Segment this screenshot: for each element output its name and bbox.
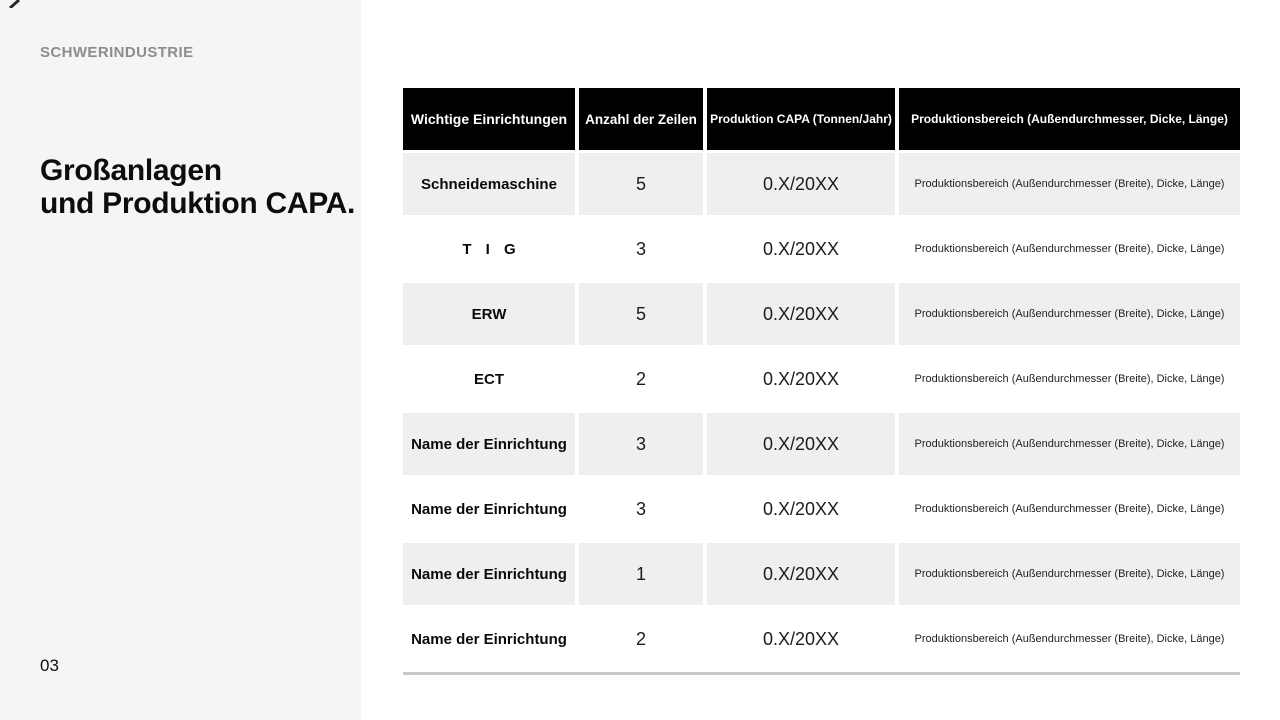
sidebar	[0, 0, 361, 720]
column-header-anzahl-der-zeilen: Anzahl der Zeilen	[579, 88, 703, 150]
cell-equipment-name: T I G	[462, 240, 521, 258]
cell-line-count: 5	[579, 283, 703, 345]
slide-title	[40, 154, 355, 220]
cell-line-count: 3	[635, 238, 646, 259]
cell-line-count: 3	[635, 498, 646, 519]
cell-line-count: 2	[635, 628, 646, 649]
cell-production-area: Produktionsbereich (Außendurchmesser (Breite), Dicke, Länge)	[899, 413, 1240, 475]
cell-equipment-name: Name der Einrichtung	[411, 500, 567, 518]
cell-production-capa: 0.X/20XX	[707, 543, 895, 605]
cell-production-capa: 0.X/20XX	[707, 153, 895, 215]
cell-production-area: Produktionsbereich (Außendurchmesser (Breite), Dicke, Länge)	[914, 373, 1225, 385]
cell-production-area: Produktionsbereich (Außendurchmesser (Breite), Dicke, Länge)	[914, 633, 1225, 645]
equipment-capa-table	[403, 88, 1240, 670]
cell-line-count: 1	[579, 543, 703, 605]
cell-production-area: Produktionsbereich (Außendurchmesser (Breite), Dicke, Länge)	[899, 153, 1240, 215]
cell-production-area: Produktionsbereich (Außendurchmesser (Breite), Dicke, Länge)	[914, 503, 1225, 515]
cell-line-count: 2	[635, 368, 646, 389]
column-header-wichtige-einrichtungen: Wichtige Einrichtungen	[403, 88, 575, 150]
page-number: 03	[40, 656, 59, 675]
cell-production-area: Produktionsbereich (Außendurchmesser (Breite), Dicke, Länge)	[914, 243, 1225, 255]
brand-label: SCHWERINDUSTRIE	[40, 44, 194, 61]
cell-production-capa: 0.X/20XX	[762, 238, 840, 259]
table-bottom-rule	[403, 672, 1240, 675]
slide-title-line2: und Produktion CAPA.	[40, 187, 356, 220]
cell-line-count: 3	[579, 413, 703, 475]
cell-equipment-name: Name der Einrichtung	[411, 630, 567, 648]
cell-production-capa: 0.X/20XX	[707, 413, 895, 475]
column-header-produktionsbereich: Produktionsbereich (Außendurchmesser, Dicke, Länge)	[899, 88, 1240, 150]
column-header-produktion-capa: Produktion CAPA (Tonnen/Jahr)	[707, 88, 895, 150]
cell-production-area: Produktionsbereich (Außendurchmesser (Breite), Dicke, Länge)	[899, 543, 1240, 605]
cell-production-area: Produktionsbereich (Außendurchmesser (Breite), Dicke, Länge)	[899, 283, 1240, 345]
cell-production-capa: 0.X/20XX	[707, 283, 895, 345]
cell-equipment-name: ECT	[474, 370, 504, 388]
cell-equipment-name: ERW	[403, 283, 575, 345]
cell-production-capa: 0.X/20XX	[762, 498, 840, 519]
cell-equipment-name: Name der Einrichtung	[403, 543, 575, 605]
cell-line-count: 5	[579, 153, 703, 215]
cell-production-capa: 0.X/20XX	[762, 628, 840, 649]
cell-equipment-name: Schneidemaschine	[403, 153, 575, 215]
corner-logo-mark	[8, 0, 22, 8]
cell-production-capa: 0.X/20XX	[762, 368, 840, 389]
slide-title-line1: Großanlagen	[40, 154, 222, 187]
cell-equipment-name: Name der Einrichtung	[403, 413, 575, 475]
